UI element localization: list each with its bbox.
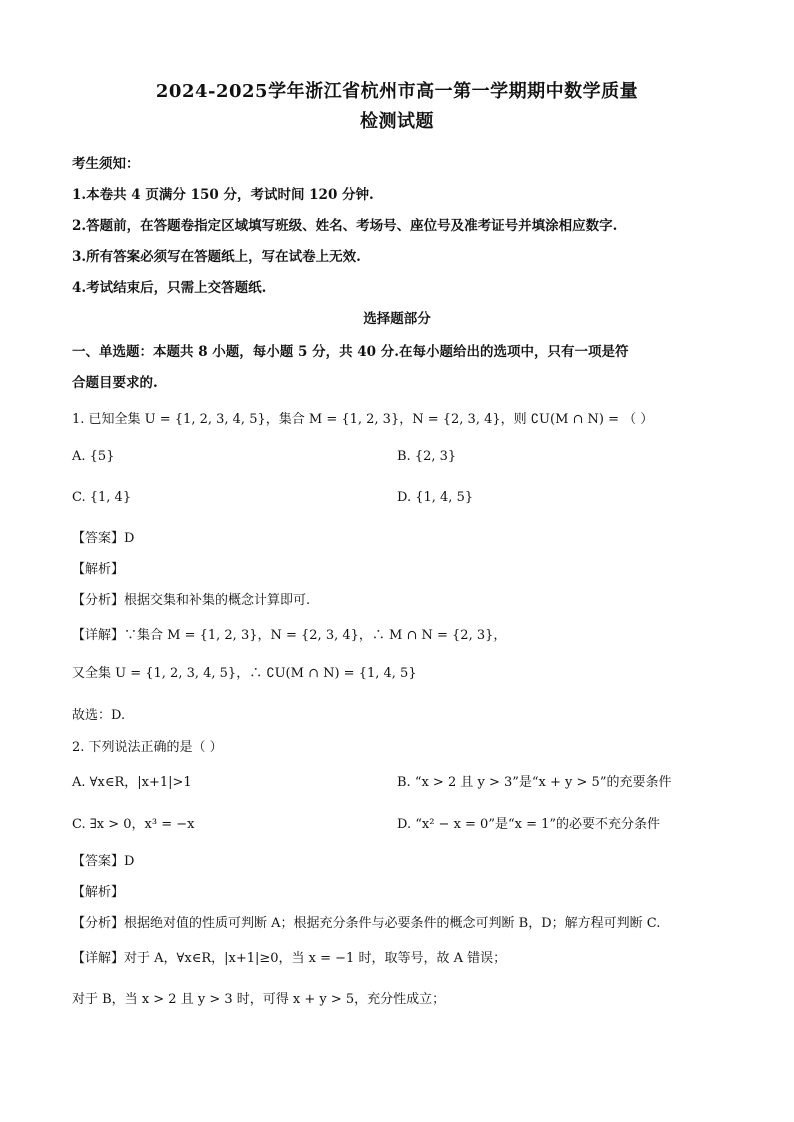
notice-item-4: 4.考试结束后，只需上交答题纸. — [72, 280, 267, 296]
q2-option-d: D. “x² − x = 0”是“x = 1”的必要不充分条件 — [397, 817, 661, 832]
q1-analysis-label: 【解析】 — [72, 562, 125, 577]
q1-choose: 故选：D. — [72, 708, 126, 723]
q2-option-b: B. “x > 2 且 y > 3”是“x + y > 5”的充要条件 — [397, 775, 672, 790]
section-intro-line-2: 合题目要求的. — [72, 375, 158, 391]
doc-title-line-2: 检测试题 — [360, 111, 434, 132]
q1-detail-2: 又全集 U = {1, 2, 3, 4, 5}，∴ ∁U(M ∩ N) = {1, 4, 5} — [72, 666, 417, 681]
q2-answer: 【答案】D — [72, 854, 135, 869]
q1-option-b: B. {2, 3} — [397, 449, 457, 464]
notice-item-3: 3.所有答案必须写在答题纸上，写在试卷上无效. — [72, 249, 361, 265]
doc-title-line-1: 2024-2025学年浙江省杭州市高一第一学期期中数学质量 — [155, 81, 639, 102]
q2-fenxi: 【分析】根据绝对值的性质可判断 A；根据充分条件与必要条件的概念可判断 B，D；解方程可判断 C. — [72, 916, 661, 931]
q1-stem: 1. 已知全集 U = {1, 2, 3, 4, 5}，集合 M = {1, 2, 3}，N = {2, 3, 4}，则 ∁U(M ∩ N) = （ ） — [72, 412, 654, 427]
section-intro-line-1: 一、单选题：本题共 8 小题，每小题 5 分，共 40 分.在每小题给出的选项中，只有一项是符 — [72, 344, 629, 360]
q1-option-d: D. {1, 4, 5} — [397, 490, 474, 505]
q1-option-c: C. {1, 4} — [72, 490, 132, 505]
q1-answer: 【答案】D — [72, 531, 135, 546]
q2-detail-1: 【详解】对于 A，∀x∈R，|x+1|≥0，当 x = −1 时，取等号，故 A 错误； — [72, 951, 507, 966]
section-name: 选择题部分 — [363, 311, 431, 327]
notice-item-2: 2.答题前，在答题卷指定区域填写班级、姓名、考场号、座位号及准考证号并填涂相应数字. — [72, 218, 618, 234]
q2-detail-2: 对于 B，当 x > 2 且 y > 3 时，可得 x + y > 5，充分性成立； — [72, 992, 446, 1007]
notice-heading: 考生须知： — [72, 156, 140, 172]
notice-item-1: 1.本卷共 4 页满分 150 分，考试时间 120 分钟. — [72, 187, 374, 203]
q2-analysis-label: 【解析】 — [72, 885, 125, 900]
q1-option-a: A. {5} — [72, 449, 115, 464]
q1-detail-1: 【详解】∵集合 M = {1, 2, 3}，N = {2, 3, 4}，∴ M ∩ N = {2, 3}， — [72, 628, 507, 643]
q2-option-a: A. ∀x∈R，|x+1|>1 — [72, 775, 192, 790]
q2-option-c: C. ∃x > 0，x³ = −x — [72, 817, 195, 832]
q1-fenxi: 【分析】根据交集和补集的概念计算即可. — [72, 593, 311, 608]
q2-stem: 2. 下列说法正确的是（ ） — [72, 740, 223, 755]
